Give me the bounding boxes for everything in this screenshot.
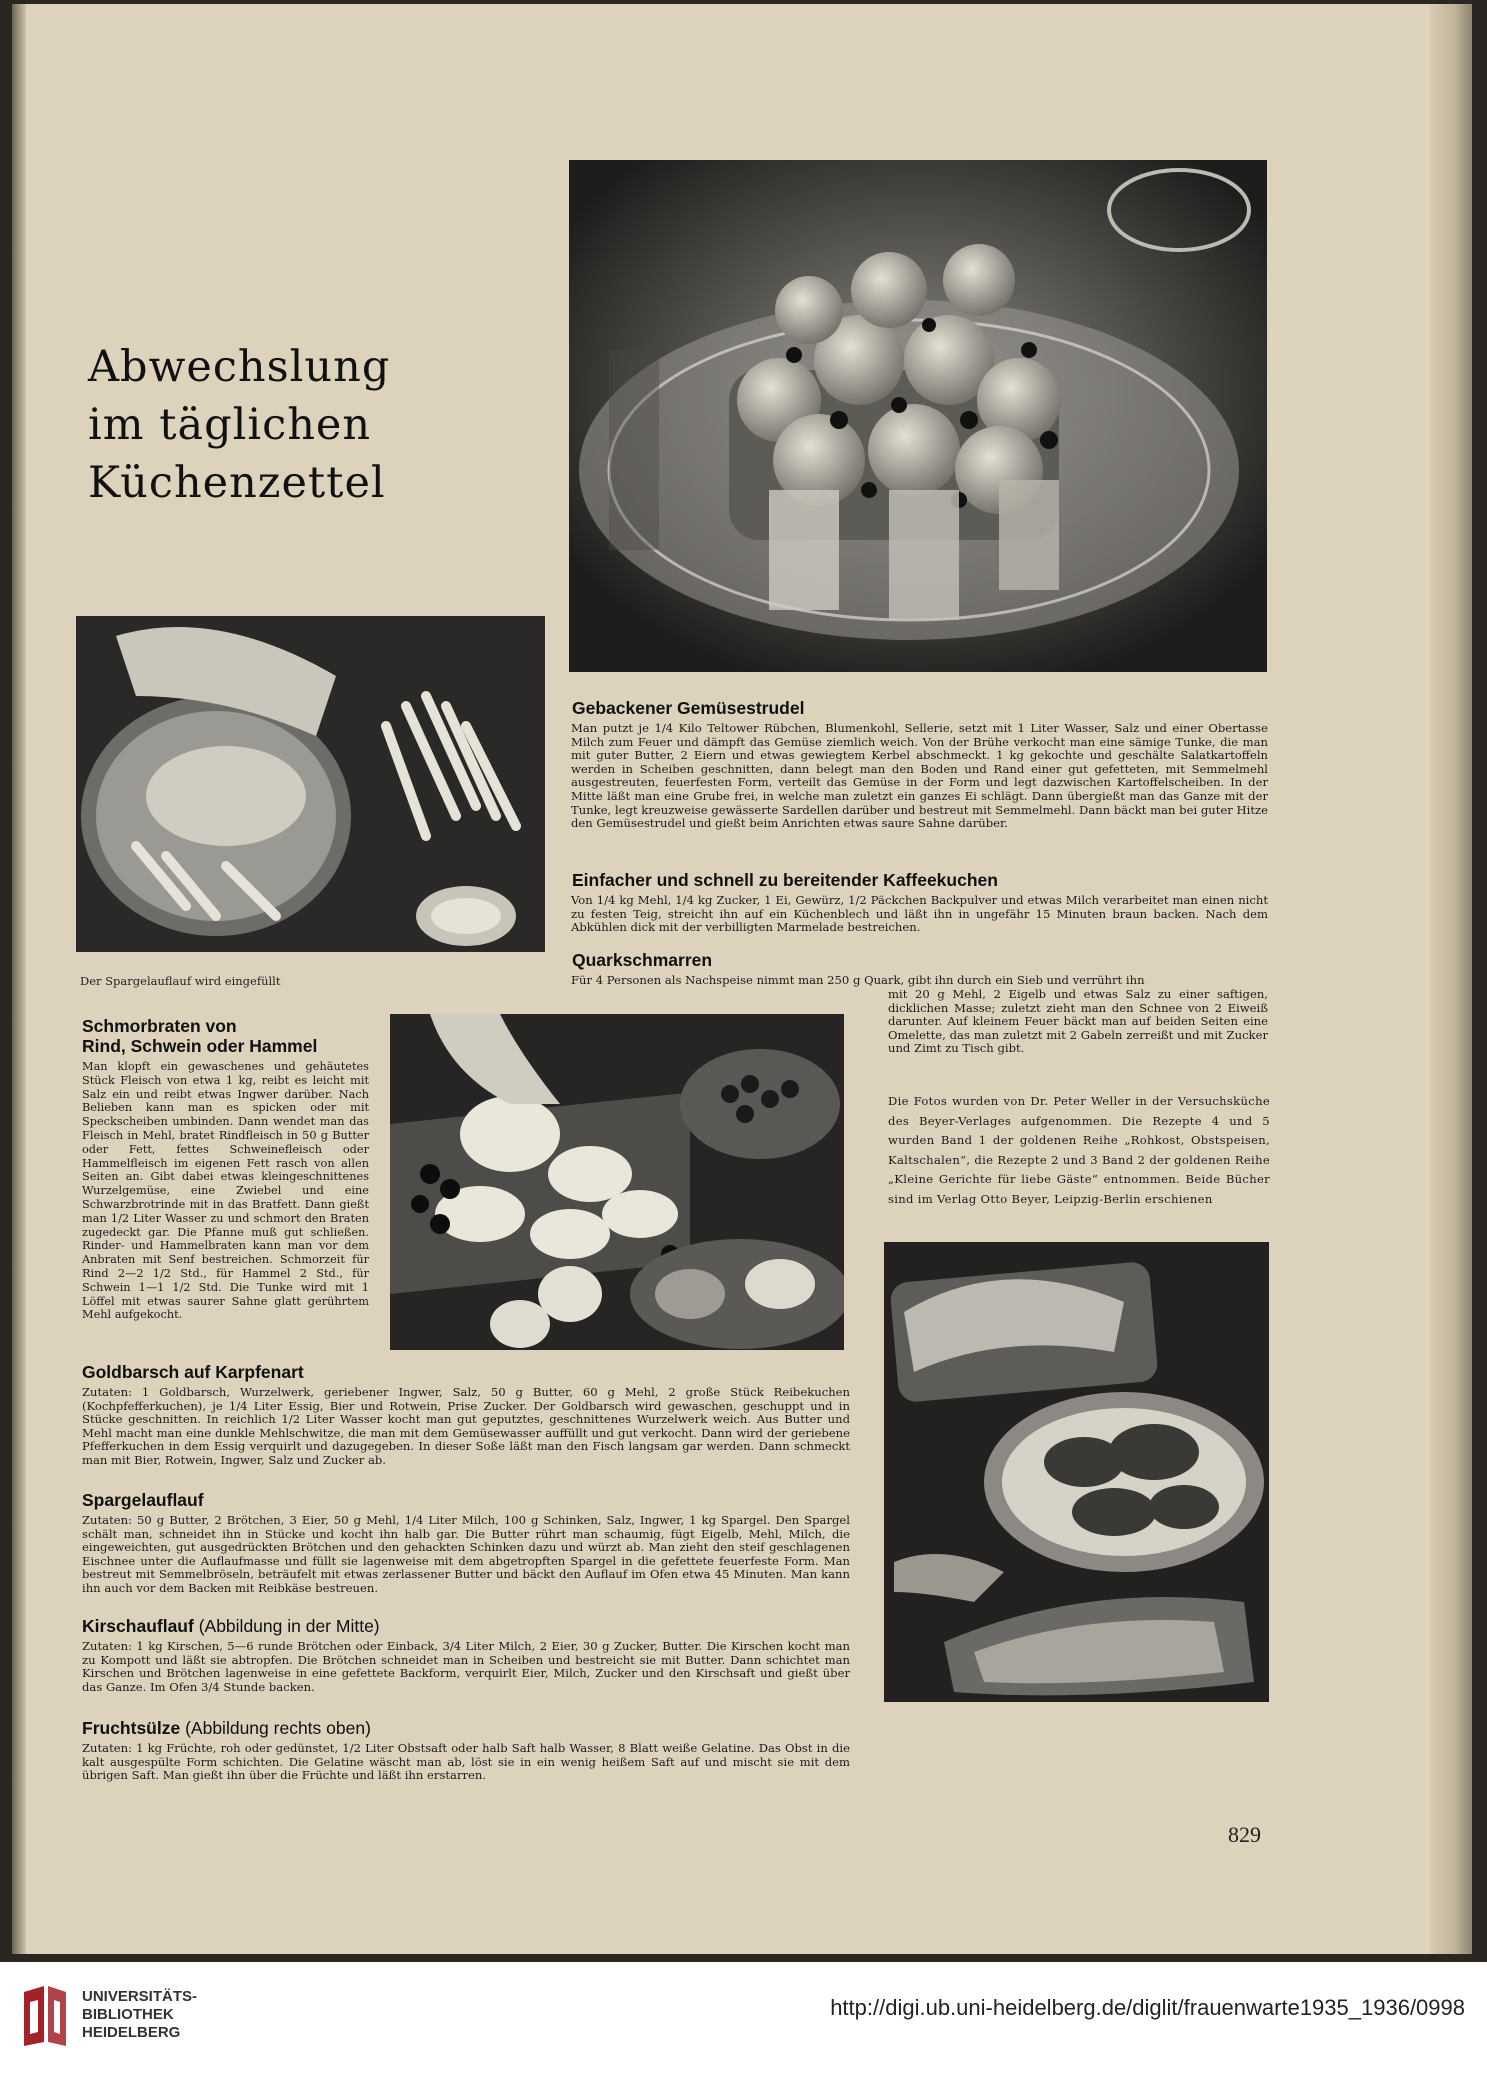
heading-fruchtsuelze-title: Fruchtsülze [82, 1718, 181, 1738]
text-spargelauflauf: Zutaten: 50 g Butter, 2 Brötchen, 3 Eier, 50 g Mehl, 1/4 Liter Milch, 100 g Schinken, Salz, Ingwer, 1 kg Spargel. Den Spargel schält man, schneidet ihn in Stücke und kocht ihn halb gar. Die Butter rührt man schaumig, fügt Eigelb, Mehl, Milch, die eingeweichten, gut ausgedrückten Brötchen und den gehackten Schinken dazu und würzt ab. Man zieht den steif geschlagenen Eischnee unter die Auflaufmasse und füllt sie lagenweise mit dem abgetropften Spargel in die gefettete feuerfeste Form. Man bestreut mit Semmelbröseln, beträufelt mit etwas zerlassener Butter und bäckt den Auflauf im Ofen etwa 45 Minuten. Man kann ihn auch vor dem Backen mit Reibkäse bestreuen. [82, 1513, 850, 1595]
photo-kirschauflauf [390, 1014, 844, 1350]
heading-gemuesestrudel: Gebackener Gemüsestrudel [572, 698, 805, 718]
heading-kirschauflauf [82, 1616, 380, 1636]
heading-spargelauflauf: Spargelauflauf [82, 1490, 204, 1510]
heading-kirschauflauf-title: Kirschauflauf [82, 1616, 194, 1636]
text-quarkschmarren-first: Für 4 Personen als Nachspeise nimmt man 250 g Quark, gibt ihn durch ein Sieb und verrührt ihn [571, 973, 1145, 987]
caption-spargelauflauf: Der Spargelauflauf wird eingefüllt [80, 974, 281, 988]
text-goldbarsch: Zutaten: 1 Goldbarsch, Wurzelwerk, geriebener Ingwer, Salz, 50 g Butter, 60 g Mehl, 2 große Stück Reibekuchen (Kochpfefferkuchen), je 1/4 Liter Essig, Bier und Rotwein, Prise Zucker. Der Goldbarsch wird gewaschen, geschuppt und in Stücke geschnitten. In reichlich 1/2 Liter Wasser kocht man gut geputztes, geschnittenes Wurzelwerk weich. Aus Butter und Mehl macht man eine dunkle Mehlschwitze, die man mit dem Gemüsewasser auffüllt und gut verkocht. Dann wird der geriebene Pfefferkuchen in dem Essig verquirlt und dazugegeben. In dieser Soße läßt man den Fisch langsam gar werden. Dann schmeckt man mit Bier, Rotwein, Ingwer, Salz und Zucker ab. [82, 1385, 850, 1467]
text-kirschauflauf: Zutaten: 1 kg Kirschen, 5—6 runde Brötchen oder Einback, 3/4 Liter Milch, 2 Eier, 30 g Zucker, Butter. Die Kirschen kocht man zu Kompott und läßt sie abtropfen. Die Brötchen schneidet man in Scheiben und bestreicht sie mit Butter. Dann schichtet man Kirschen und Brötchen lagenweise in eine gefettete Backform, verquirlt Eier, Milch, Zucker und den Kirschsaft und gießt über das Ganze. Im Ofen 3/4 Stunde backen. [82, 1639, 850, 1694]
photo-credit: Die Fotos wurden von Dr. Peter Weller in der Versuchsküche des Beyer-Verlages aufgenommen. Die Rezepte 4 und 5 wurden Band 1 der goldenen Reihe „Rohkost, Obstspeisen, Kaltschalen“, die Rezepte 2 und 3 Band 2 der goldenen Reihe „Kleine Gerichte für liebe Gäste“ entnommen. Beide Bücher sind im Verlag Otto Beyer, Leipzig-Berlin erschienen [888, 1094, 1270, 1206]
heading-fruchtsuelze-note: (Abbildung rechts oben) [185, 1718, 371, 1738]
footer-bar [0, 1962, 1487, 2090]
text-schmorbraten: Man klopft ein gewaschenes und gehäutetes Stück Fleisch von etwa 1 kg, reibt es leicht mit Salz ein und reibt etwas Ingwer darüber. Nach Belieben kann man es spicken oder mit Speckscheiben umbinden. Dann wendet man das Fleisch in Mehl, bratet Rindfleisch in 50 g Butter oder Fett, fettes Schweinefleisch oder Hammelfleisch im eigenen Fett rasch von allen Seiten an. Gibt dabei etwas kleingeschnittenes Wurzelgemüse, eine Zwiebel und eine Schwarzbrotrinde mit in das Bratfett. Dann gießt man 1/2 Liter Wasser zu und schmort den Braten zugedeckt gar. Die Pfanne muß gut schließen. Rinder- und Hammelbraten kann man vor dem Anbraten mit Senf bestreichen. Schmorzeit für Rind 2—2 1/2 Std., für Hammel 2 Std., für Schwein 1—1 1/2 Std. Die Tunke wird mit 1 Löffel mit etwas saurer Sahne glatt gerührtem Mehl aufgekocht. [82, 1060, 369, 1322]
heading-fruchtsuelze [82, 1718, 371, 1738]
page-edge [12, 4, 26, 1954]
text-kaffeekuchen: Von 1/4 kg Mehl, 1/4 kg Zucker, 1 Ei, Gewürz, 1/2 Päckchen Backpulver und etwas Milch verarbeitet man einen nicht zu festen Teig, streicht ihn auf ein Küchenblech und läßt ihn in ungefähr 15 Minuten braun backen. Nach dem Abkühlen dick mit der verbilligten Marmelade bestreichen. [571, 893, 1268, 935]
book-spine [1430, 4, 1472, 1954]
heading-kirschauflauf-note: (Abbildung in der Mitte) [198, 1616, 380, 1636]
photo-spargelauflauf [76, 616, 545, 952]
photo-schmorbraten [884, 1242, 1269, 1702]
library-name-line-1: UNIVERSITÄTS- [82, 1988, 198, 2005]
heading-kaffeekuchen: Einfacher und schnell zu bereitender Kaffeekuchen [572, 870, 998, 890]
title-line-1: Abwechslung [88, 342, 391, 392]
page-title [88, 338, 418, 512]
heading-schmorbraten-1: Schmorbraten von [82, 1016, 237, 1036]
library-name-line-2: BIBLIOTHEK [82, 2006, 174, 2023]
text-fruchtsuelze: Zutaten: 1 kg Früchte, roh oder gedünstet, 1/2 Liter Obstsaft oder halb Saft halb Wasser, 8 Blatt weiße Gelatine. Das Obst in die kalt ausgespülte Form schichten. Die Gelatine wäscht man ab, löst sie in ein wenig heißem Saft auf und mischt sie mit dem übrigen Saft. Man gießt ihn über die Früchte und läßt ihn erstarren. [82, 1741, 850, 1783]
library-name [82, 1988, 197, 2042]
text-quarkschmarren-rest: mit 20 g Mehl, 2 Eigelb und etwas Salz zu einer saftigen, dicklichen Masse; zuletzt zieht man den Schnee von 2 Eiweiß darunter. Auf kleinem Feuer bäckt man auf beiden Seiten eine Omelette, das man zuletzt mit 2 Gabeln zerreißt und mit Zucker und Zimt zu Tisch gibt. [888, 987, 1268, 1056]
photo-fruchtsuelze [569, 160, 1267, 672]
heading-goldbarsch: Goldbarsch auf Karpfenart [82, 1362, 304, 1382]
heading-schmorbraten-2: Rind, Schwein oder Hammel [82, 1036, 318, 1056]
title-line-3: Küchenzettel [88, 458, 386, 508]
heading-quarkschmarren: Quarkschmarren [572, 950, 713, 970]
library-logo-icon [18, 1984, 72, 2048]
text-gemuesestrudel: Man putzt je 1/4 Kilo Teltower Rübchen, Blumenkohl, Sellerie, setzt mit 1 Liter Wasser, Salz und einer Obertasse Milch zum Feuer und dämpft das Gemüse ziemlich weich. Von der Brühe verkocht man eine sämige Tunke, die man mit guter Butter, 2 Eiern und etwas gewiegtem Kerbel abschmeckt. 1 kg gekochte und geschälte Salatkartoffeln werden in Scheiben geschnitten, dann belegt man den Boden und Rand einer gut gefetteten, mit Semmelmehl ausgestreuten, feuerfesten Form, verteilt das Gemüse in der Form und legt dazwischen Kartoffelscheiben. In der Mitte läßt man eine Grube frei, in welche man zuletzt ein ganzes Ei schlägt. Dann übergießt man das Ganze mit der Tunke, legt kreuzweise gewässerte Sardellen darüber und bestreut mit Semmelmehl. Dann bäckt man bei guter Hitze den Gemüsestrudel und gießt beim Anrichten etwas saure Sahne darüber. [571, 721, 1268, 831]
source-url[interactable]: http://digi.ub.uni-heidelberg.de/diglit/frauenwarte1935_1936/0998 [830, 1995, 1465, 2020]
library-name-line-3: HEIDELBERG [82, 2024, 181, 2041]
page-number: 829 [1228, 1822, 1261, 1847]
title-line-2: im täglichen [88, 400, 372, 450]
